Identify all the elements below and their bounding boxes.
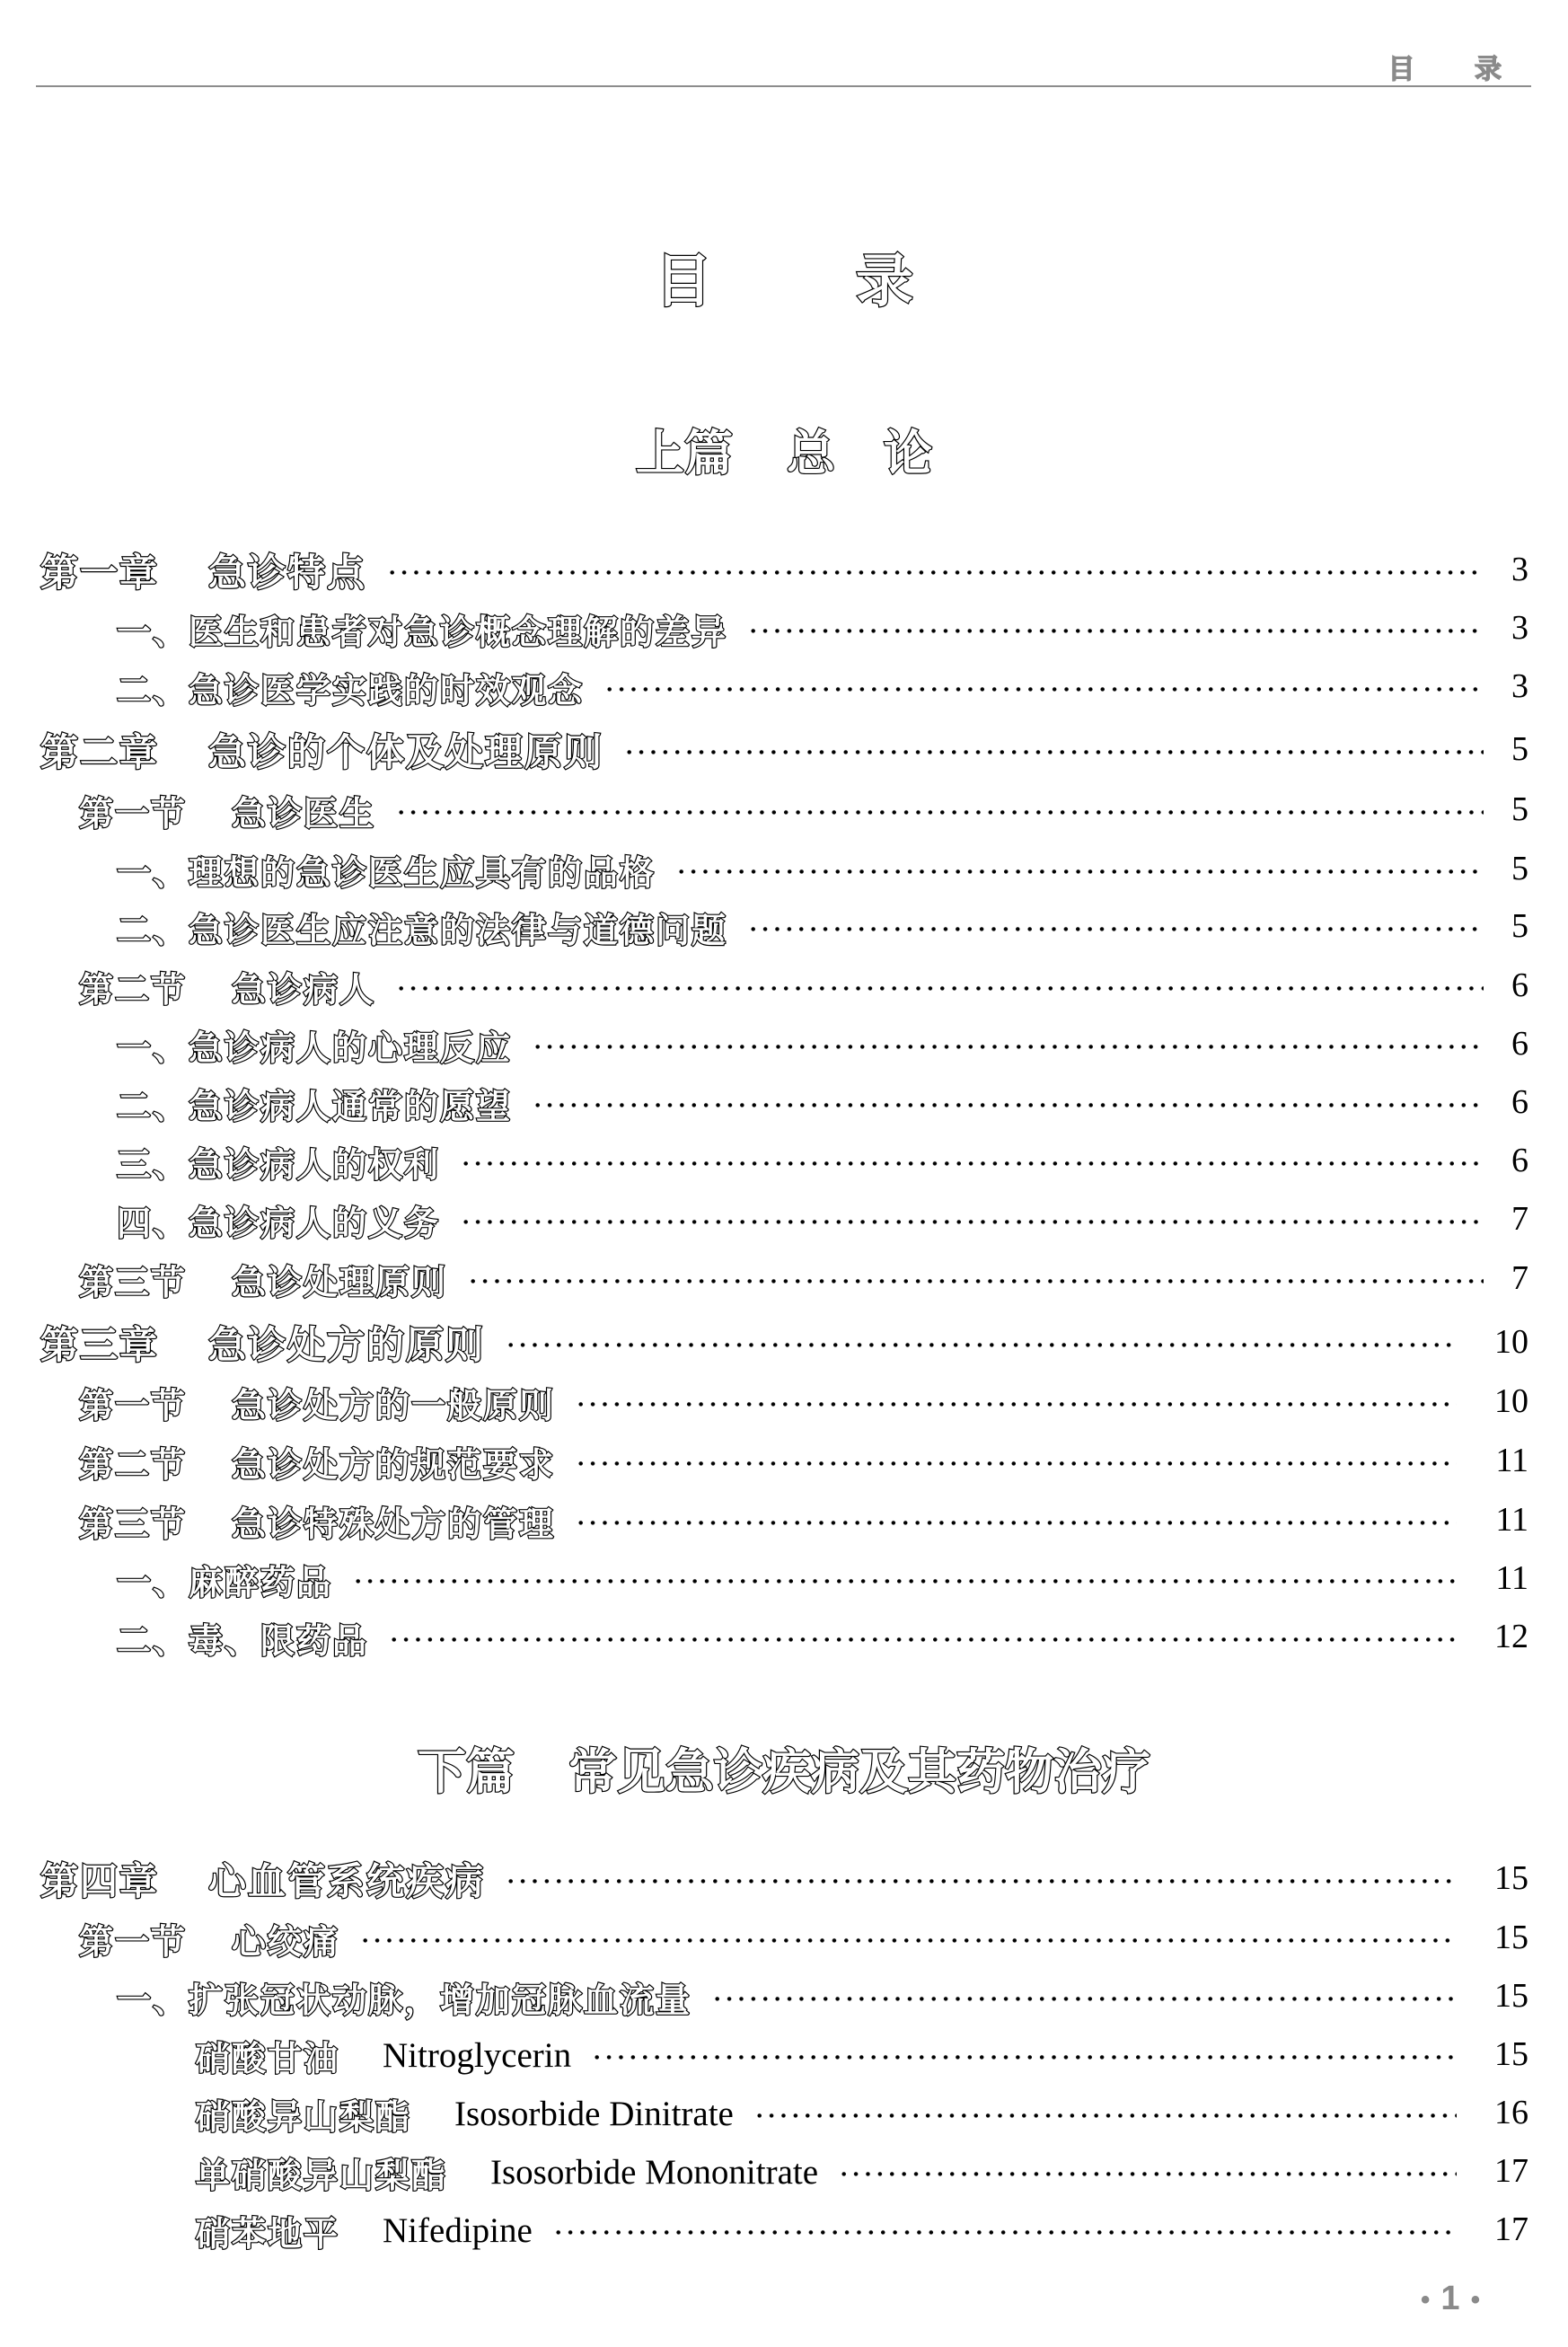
leader-dots — [467, 1278, 1484, 1284]
toc-entry-english-name: Isosorbide Mononitrate — [490, 2152, 819, 2192]
toc-entry-label — [117, 1196, 440, 1245]
toc-entry-chapter[interactable] — [0, 548, 1568, 593]
running-head: 目 录 — [1387, 54, 1527, 85]
leader-dots — [623, 749, 1484, 754]
toc-entry-title: 硝苯地平 — [196, 2213, 340, 2254]
toc-entry-label — [40, 1316, 485, 1370]
toc-entry-english-name: Nifedipine — [383, 2210, 533, 2250]
toc-entry-page-number: 7 — [1511, 1259, 1528, 1297]
leader-dots — [838, 2171, 1457, 2176]
toc-entry-title: 急诊特殊处方的管理 — [232, 1504, 556, 1544]
toc-entry-page-number: 5 — [1511, 850, 1528, 887]
toc-entry-page-number: 11 — [1495, 1501, 1528, 1539]
toc-entry-title: 急诊病人的义务 — [189, 1203, 441, 1243]
leader-dots — [352, 1578, 1457, 1584]
toc-entry-page-number: 5 — [1511, 790, 1528, 828]
toc-entry-page-number: 6 — [1511, 1083, 1528, 1121]
toc-entry-item[interactable] — [0, 904, 1568, 949]
toc-entry-prefix: 第三节 — [79, 1262, 188, 1302]
toc-entry-label — [117, 903, 727, 952]
bullet-right: • — [1470, 2284, 1481, 2315]
leader-dots — [532, 1102, 1484, 1107]
toc-entry-prefix: 第一节 — [79, 793, 188, 834]
leader-dots — [359, 1937, 1457, 1943]
toc-entry-label — [196, 2031, 571, 2080]
leader-dots — [395, 809, 1484, 815]
toc-entry-page-number: 3 — [1511, 609, 1528, 647]
toc-entry-english-name: Nitroglycerin — [383, 2035, 572, 2075]
toc-entry-item[interactable] — [0, 1139, 1568, 1184]
toc-entry-label — [117, 845, 656, 895]
toc-entry-label — [117, 1137, 440, 1187]
toc-entry-title: 硝酸甘油 — [196, 2038, 340, 2078]
toc-entry-page-number: 3 — [1511, 551, 1528, 588]
toc-entry-page-number: 15 — [1494, 1919, 1528, 1956]
toc-entry-label — [117, 663, 584, 712]
toc-entry-prefix: 一、 — [117, 1028, 189, 1068]
toc-entry-title: 扩张冠状动脉，增加冠脉血流量 — [189, 1980, 692, 2020]
toc-entry-page-number: 7 — [1511, 1200, 1528, 1238]
toc-entry-prefix: 四、 — [117, 1203, 189, 1243]
toc-entry-section[interactable] — [0, 1439, 1568, 1484]
toc-entry-section[interactable] — [0, 964, 1568, 1009]
toc-entry-page-number: 5 — [1511, 730, 1528, 768]
toc-entry-drug[interactable] — [0, 2033, 1568, 2078]
part-title-2 — [0, 1734, 1568, 1803]
toc-entry-prefix: 第三章 — [40, 1323, 160, 1367]
toc-entry-page-number: 10 — [1494, 1382, 1528, 1420]
toc-entry-chapter[interactable] — [0, 728, 1568, 772]
toc-entry-prefix: 二、 — [117, 1086, 189, 1126]
toc-entry-title: 急诊病人 — [232, 969, 376, 1010]
toc-entry-label — [79, 962, 375, 1011]
toc-entry-page-number: 6 — [1511, 966, 1528, 1004]
toc-entry-prefix: 第四章 — [40, 1859, 160, 1903]
toc-entry-title: 麻醉药品 — [189, 1562, 333, 1602]
toc-entry-page-number: 11 — [1495, 1442, 1528, 1479]
leader-dots — [505, 1342, 1457, 1347]
toc-entry-drug[interactable] — [0, 2149, 1568, 2194]
toc-entry-title: 急诊病人通常的愿望 — [189, 1086, 513, 1126]
toc-entry-prefix: 一、 — [117, 1980, 189, 2020]
toc-entry-title: 心血管系统疾病 — [208, 1859, 486, 1903]
leader-dots — [591, 2054, 1457, 2060]
toc-entry-prefix: 第一节 — [79, 1385, 188, 1425]
toc-entry-title: 心绞痛 — [232, 1921, 340, 1962]
toc-entry-page-number: 17 — [1494, 2210, 1528, 2248]
toc-entry-section[interactable] — [0, 1257, 1568, 1301]
toc-entry-item[interactable] — [0, 1081, 1568, 1125]
toc-entry-page-number: 15 — [1494, 1859, 1528, 1897]
toc-entry-label — [40, 1852, 485, 1906]
toc-entry-chapter[interactable] — [0, 1320, 1568, 1365]
toc-entry-item[interactable] — [0, 1615, 1568, 1660]
toc-entry-prefix: 第二节 — [79, 969, 188, 1010]
part-label: 上篇 — [636, 425, 733, 481]
toc-entry-page-number: 16 — [1494, 2094, 1528, 2131]
toc-entry-title: 硝酸异山梨酯 — [196, 2096, 412, 2137]
toc-entry-page-number: 15 — [1494, 1977, 1528, 2015]
toc-entry-section[interactable] — [0, 1498, 1568, 1543]
toc-entry-prefix: 一、 — [117, 1562, 189, 1602]
page-title — [0, 235, 1568, 318]
toc-entry-label — [196, 2206, 533, 2255]
toc-entry-prefix: 一、 — [117, 852, 189, 893]
page-title-left: 目 — [655, 249, 712, 315]
toc-entry-title: 急诊特点 — [208, 551, 367, 595]
leader-dots — [747, 926, 1484, 931]
toc-entry-title: 急诊处方的原则 — [208, 1323, 486, 1367]
toc-entry-prefix: 第一章 — [40, 551, 160, 595]
toc-entry-prefix: 三、 — [117, 1144, 189, 1185]
page-number: 1 — [1440, 2280, 1460, 2317]
toc-entry-page-number: 6 — [1511, 1142, 1528, 1179]
toc-entry-page-number: 11 — [1495, 1559, 1528, 1597]
toc-entry-label — [196, 2148, 818, 2197]
toc-entry-drug[interactable] — [0, 2208, 1568, 2253]
toc-entry-item[interactable] — [0, 665, 1568, 710]
part-name: 常见急诊疾病及其药物治疗 — [568, 1743, 1150, 1800]
toc-entry-label — [79, 1255, 447, 1304]
toc-entry-label — [117, 1555, 332, 1604]
leader-dots — [552, 2229, 1457, 2235]
toc-entry-title: 理想的急诊医生应具有的品格 — [189, 852, 656, 893]
leader-dots — [575, 1520, 1457, 1525]
toc-entry-item[interactable] — [0, 1022, 1568, 1067]
toc-entry-prefix: 一、 — [117, 612, 189, 652]
leader-dots — [575, 1460, 1457, 1466]
toc-entry-title: 急诊医生应注意的法律与道德问题 — [189, 910, 728, 950]
toc-entry-title: 急诊病人的权利 — [189, 1144, 441, 1185]
toc-entry-page-number: 6 — [1511, 1025, 1528, 1063]
toc-entry-title: 急诊处方的一般原则 — [232, 1385, 556, 1425]
toc-entry-section[interactable] — [0, 788, 1568, 833]
leader-dots — [711, 1996, 1457, 2001]
toc-entry-page-number: 15 — [1494, 2035, 1528, 2073]
toc-entry-prefix: 二、 — [117, 910, 189, 950]
toc-entry-title: 急诊病人的心理反应 — [189, 1028, 513, 1068]
toc-entry-title: 急诊的个体及处理原则 — [208, 730, 604, 774]
toc-entry-item[interactable] — [0, 1197, 1568, 1242]
toc-entry-chapter[interactable] — [0, 1857, 1568, 1901]
toc-entry-prefix: 第三节 — [79, 1504, 188, 1544]
part-name: 总 论 — [787, 425, 932, 481]
toc-entry-title: 急诊医生 — [232, 793, 376, 834]
toc-entry-label — [79, 1437, 555, 1487]
leader-dots — [603, 686, 1484, 692]
toc-entry-item[interactable] — [0, 1557, 1568, 1601]
leader-dots — [460, 1160, 1484, 1166]
leader-dots — [747, 628, 1484, 633]
leader-dots — [505, 1878, 1457, 1884]
toc-entry-page-number: 17 — [1494, 2152, 1528, 2190]
leader-dots — [675, 869, 1484, 874]
leader-dots — [575, 1401, 1457, 1407]
toc-entry-title: 毒、限药品 — [189, 1620, 369, 1661]
toc-entry-label — [117, 604, 727, 654]
toc-entry-label — [79, 786, 375, 835]
toc-entry-label — [117, 1972, 692, 2022]
toc-entry-label — [79, 1496, 555, 1546]
toc-entry-page-number: 12 — [1494, 1618, 1528, 1655]
toc-entry-title: 急诊处理原则 — [232, 1262, 448, 1302]
toc-entry-item[interactable] — [0, 847, 1568, 892]
leader-dots — [532, 1044, 1484, 1049]
toc-entry-title: 急诊处方的规范要求 — [232, 1444, 556, 1485]
toc-entry-drug[interactable] — [0, 2091, 1568, 2136]
toc-entry-page-number: 3 — [1511, 667, 1528, 705]
part-title-1 — [0, 415, 1568, 484]
bullet-left: • — [1420, 2284, 1431, 2315]
toc-entry-label — [117, 1020, 512, 1070]
toc-entry-prefix: 第一节 — [79, 1921, 188, 1962]
toc-entry-label — [117, 1613, 368, 1663]
toc-entry-prefix: 第二节 — [79, 1444, 188, 1485]
toc-entry-prefix: 二、 — [117, 1620, 189, 1661]
toc-entry-section[interactable] — [0, 1380, 1568, 1425]
toc-entry-prefix: 二、 — [117, 670, 189, 710]
toc-entry-page-number: 5 — [1511, 907, 1528, 945]
page-title-right: 录 — [856, 249, 913, 315]
toc-entry-title: 单硝酸异山梨酯 — [196, 2155, 448, 2195]
toc-entry-label — [196, 2089, 734, 2139]
toc-entry-label — [40, 723, 603, 777]
leader-dots — [386, 569, 1484, 575]
leader-dots — [388, 1637, 1457, 1642]
toc-entry-prefix: 第二章 — [40, 730, 160, 774]
leader-dots — [395, 985, 1484, 991]
toc-entry-label — [117, 1079, 512, 1128]
toc-entry-page-number: 10 — [1494, 1323, 1528, 1361]
part-label: 下篇 — [418, 1743, 515, 1800]
toc-entry-label — [79, 1378, 555, 1427]
header-rule — [36, 85, 1531, 87]
toc-entry-english-name: Isosorbide Dinitrate — [454, 2094, 734, 2133]
leader-dots — [460, 1219, 1484, 1224]
toc-entry-label — [40, 543, 366, 597]
toc-entry-title: 急诊医学实践的时效观念 — [189, 670, 585, 710]
toc-entry-title: 医生和患者对急诊概念理解的差异 — [189, 612, 728, 652]
leader-dots — [753, 2113, 1457, 2118]
footer-page-number — [1396, 2280, 1504, 2318]
toc-entry-section[interactable] — [0, 1916, 1568, 1961]
toc-entry-item[interactable] — [0, 606, 1568, 651]
toc-entry-item[interactable] — [0, 1974, 1568, 2019]
toc-entry-label — [79, 1914, 339, 1963]
